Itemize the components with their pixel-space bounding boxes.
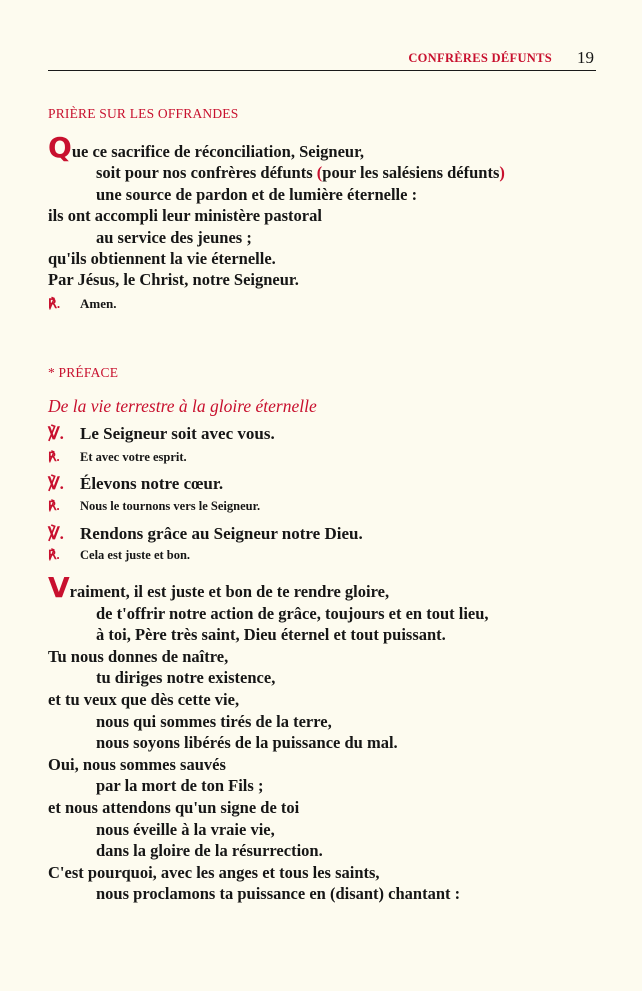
prayer-line [48, 162, 608, 183]
page-header [48, 48, 596, 71]
response-text: Amen. [80, 296, 117, 311]
offerings-response [48, 296, 116, 312]
preface-line: C'est pourquoi, avec les anges et tous les saints, [48, 862, 380, 882]
dialogue-response [48, 547, 190, 563]
drop-cap: Q [48, 131, 72, 164]
preface-line: à toi, Père très saint, Dieu éternel et tout puissant. [96, 625, 446, 645]
prayer-line: ils ont accompli leur ministère pastoral [48, 206, 322, 226]
preface-line-text: raiment, il est juste et bon de te rendre gloire, [69, 582, 390, 601]
versicle-text: Rendons grâce au Seigneur notre Dieu. [80, 524, 363, 543]
prayer-line [48, 131, 608, 164]
response-text: Cela est juste et bon. [80, 548, 191, 562]
versicle-symbol: ℣. [48, 424, 64, 443]
preface-heading: * PRÉFACE [48, 365, 119, 380]
dialogue-versicle [48, 474, 223, 494]
running-title: CONFRÈRES DÉFUNTS [408, 51, 552, 65]
prayer-line-text: ue ce sacrifice de réconciliation, Seigneur, [71, 142, 365, 161]
prayer-line: une source de pardon et de lumière éternelle : [96, 184, 418, 204]
preface-line: et nous attendons qu'un signe de toi [48, 797, 300, 817]
preface-line: tu diriges notre existence, [96, 668, 276, 688]
response-symbol: ℟. [48, 499, 60, 513]
prayer-line-text: pour les salésiens défunts [322, 163, 500, 183]
preface-line: nous éveille à la vraie vie, [96, 819, 275, 839]
preface-line: nous qui sommes tirés de la terre, [96, 711, 332, 731]
preface-line: Oui, nous sommes sauvés [48, 754, 226, 774]
drop-cap: V [48, 571, 70, 604]
dialogue-response [48, 449, 187, 465]
response-symbol: ℟. [48, 548, 60, 562]
preface-subtitle: De la vie terrestre à la gloire éternelle [48, 396, 317, 416]
versicle-symbol: ℣. [48, 474, 64, 493]
dialogue-versicle [48, 424, 275, 444]
preface-line: Tu nous donnes de naître, [48, 646, 229, 666]
paren-close: ) [499, 163, 505, 183]
versicle-symbol: ℣. [48, 524, 64, 543]
dialogue-versicle [48, 524, 363, 544]
preface-line: de t'offrir notre action de grâce, toujours et en tout lieu, [96, 603, 489, 623]
response-text: Nous le tournons vers le Seigneur. [80, 499, 261, 513]
preface-line: par la mort de ton Fils ; [96, 776, 264, 796]
response-symbol: ℟. [48, 296, 61, 311]
offerings-heading: PRIÈRE SUR LES OFFRANDES [48, 106, 239, 121]
preface-line: nous proclamons ta puissance en (disant) chantant : [96, 884, 461, 904]
prayer-line: au service des jeunes ; [96, 227, 252, 247]
versicle-text: Le Seigneur soit avec vous. [80, 424, 275, 443]
prayer-line: qu'ils obtiennent la vie éternelle. [48, 249, 276, 269]
versicle-text: Élevons notre cœur. [80, 474, 224, 493]
paren-open: ( [316, 163, 323, 183]
preface-body [48, 571, 608, 905]
response-symbol: ℟. [48, 450, 60, 464]
offerings-prayer [48, 131, 608, 291]
preface-line: nous soyons libérés de la puissance du mal. [96, 733, 398, 753]
preface-line: et tu veux que dès cette vie, [48, 689, 240, 709]
preface-line: dans la gloire de la résurrection. [96, 841, 323, 861]
page-number: 19 [577, 48, 594, 67]
dialogue-response [48, 498, 260, 514]
response-text: Et avec votre esprit. [80, 450, 187, 464]
preface-line [48, 571, 608, 604]
prayer-line-text: soit pour nos confrères défunts [96, 163, 317, 183]
prayer-line: Par Jésus, le Christ, notre Seigneur. [48, 270, 299, 290]
